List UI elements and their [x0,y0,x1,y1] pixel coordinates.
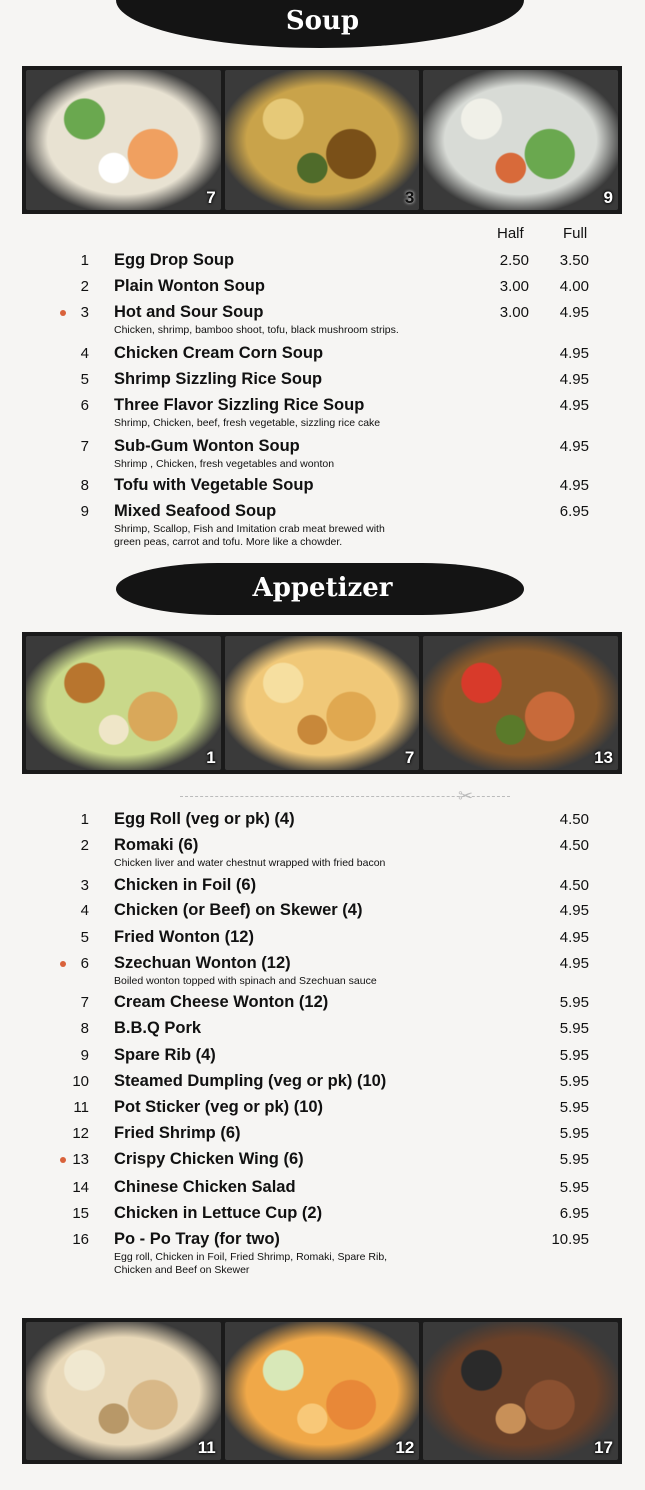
item-number: 14 [72,1179,89,1196]
item-number: 2 [80,837,89,854]
item-price-full: 4.95 [559,438,589,455]
photo-number: 11 [197,1438,216,1457]
item-number: 3 [80,877,89,894]
item-price-full: 6.95 [559,503,589,520]
item-name: Tofu with Vegetable Soup [114,476,314,494]
item-price-full: 5.95 [559,994,589,1011]
item-name: Po - Po Tray (for two) [114,1230,280,1248]
item-price-full: 4.95 [559,304,589,321]
item-number: 6 [80,397,89,414]
item-price-full: 4.95 [559,902,589,919]
item-name: Chicken (or Beef) on Skewer (4) [114,901,363,919]
item-price-full: 5.95 [559,1020,589,1037]
item-number: 3 [80,304,89,321]
item-price-full: 4.50 [559,837,589,854]
item-price-full: 4.95 [559,955,589,972]
soup-title: Soup [285,6,360,36]
item-name: Szechuan Wonton (12) [114,954,291,972]
item-name: Chicken in Foil (6) [114,876,257,894]
item-number: 15 [72,1205,89,1222]
cream-cheese-wonton-photo [225,636,420,770]
item-number: 7 [80,994,89,1011]
soup-photo-strip [22,66,622,214]
item-number: 8 [80,477,89,494]
item-number: 4 [80,902,89,919]
item-number: 13 [72,1151,89,1168]
item-price-half: 3.00 [499,278,529,295]
item-number: 1 [80,811,89,828]
item-price-full: 5.95 [559,1151,589,1168]
item-number: 12 [72,1125,89,1142]
item-number: 5 [80,371,89,388]
item-name: Fried Wonton (12) [114,928,254,946]
pot-sticker-photo [26,1322,221,1460]
item-name: Egg Roll (veg or pk) (4) [114,810,295,828]
photo-number: 7 [206,188,216,207]
item-number: 2 [80,278,89,295]
photo-number: 9 [603,188,614,207]
item-number: 6 [80,955,89,972]
item-name: Cream Cheese Wonton (12) [114,993,329,1011]
item-name: Fried Shrimp (6) [114,1124,241,1142]
item-price-full: 10.95 [551,1231,589,1248]
spicy-icon [60,310,66,316]
item-price-half: 3.00 [499,304,529,321]
seafood-soup-photo [423,70,618,210]
item-description: Shrimp, Chicken, beef, fresh vegetable, sizzling rice cake [114,417,381,429]
item-number: 10 [72,1073,89,1090]
item-name: Mixed Seafood Soup [114,502,277,520]
item-name: B.B.Q Pork [114,1019,202,1037]
photo-number: 17 [594,1438,614,1457]
photo-number: 7 [404,748,415,767]
chicken-wing-photo [423,636,618,770]
item-number: 11 [73,1099,89,1116]
item-price-full: 4.95 [559,397,589,414]
item-name: Hot and Sour Soup [114,303,264,321]
photo-number: 1 [206,748,216,767]
item-number: 9 [80,503,89,520]
photo-number: 13 [594,748,614,767]
item-description: Chicken, shrimp, bamboo shoot, tofu, black mushroom strips. [114,324,399,336]
item-price-full: 4.95 [559,345,589,362]
pupu-tray-photo [423,1322,618,1460]
item-number: 4 [80,345,89,362]
item-description: Shrimp , Chicken, fresh vegetables and wonton [114,458,335,470]
item-price-full: 4.95 [559,371,589,388]
item-price-full: 5.95 [559,1179,589,1196]
item-name: Romaki (6) [114,836,199,854]
item-number: 1 [80,252,89,269]
item-description: Shrimp, Scallop, Fish and Imitation crab meat brewed with green peas, carrot and tofu. More like a chowder. [114,523,385,548]
fried-shrimp-photo [225,1322,420,1460]
half-column-header: Half [497,225,524,242]
item-name: Steamed Dumpling (veg or pk) (10) [114,1072,387,1090]
item-name: Spare Rib (4) [114,1046,216,1064]
item-name: Plain Wonton Soup [114,277,265,295]
item-description: Chicken liver and water chestnut wrapped with fried bacon [114,857,386,869]
item-name: Egg Drop Soup [114,251,235,269]
item-name: Pot Sticker (veg or pk) (10) [114,1098,324,1116]
item-price-full: 5.95 [559,1125,589,1142]
item-price-full: 4.95 [559,929,589,946]
scissors-icon: ✂ [458,786,474,806]
bottom-photo-strip [22,1318,622,1464]
spicy-icon [60,961,66,967]
item-price-full: 5.95 [559,1099,589,1116]
item-price-full: 4.50 [559,877,589,894]
item-number: 9 [80,1047,89,1064]
item-price-full: 4.00 [559,278,589,295]
egg-roll-photo [26,636,221,770]
item-number: 8 [80,1020,89,1037]
photo-number: 3 [404,188,415,207]
item-price-half: 2.50 [499,252,529,269]
item-name: Shrimp Sizzling Rice Soup [114,370,323,388]
item-number: 16 [72,1231,89,1248]
item-name: Chicken in Lettuce Cup (2) [114,1204,323,1222]
item-price-full: 5.95 [559,1073,589,1090]
full-column-header: Full [563,225,588,242]
item-description: Egg roll, Chicken in Foil, Fried Shrimp, Romaki, Spare Rib, Chicken and Beef on Skewer [114,1251,388,1276]
item-price-full: 3.50 [559,252,589,269]
item-number: 7 [80,438,89,455]
wonton-soup-photo [26,70,221,210]
item-price-full: 4.95 [559,477,589,494]
item-name: Crispy Chicken Wing (6) [114,1150,304,1168]
hot-sour-soup-photo [225,70,420,210]
item-name: Chicken Cream Corn Soup [114,344,324,362]
item-price-full: 4.50 [559,811,589,828]
appetizer-photo-strip [22,632,622,774]
appetizer-title: Appetizer [252,573,393,603]
spicy-icon [60,1157,66,1163]
item-number: 5 [80,929,89,946]
item-price-full: 6.95 [559,1205,589,1222]
photo-number: 12 [395,1438,415,1457]
item-description: Boiled wonton topped with spinach and Szechuan sauce [114,975,377,987]
item-name: Sub-Gum Wonton Soup [114,437,300,455]
item-name: Chinese Chicken Salad [114,1178,296,1196]
item-price-full: 5.95 [559,1047,589,1064]
item-name: Three Flavor Sizzling Rice Soup [114,396,365,414]
